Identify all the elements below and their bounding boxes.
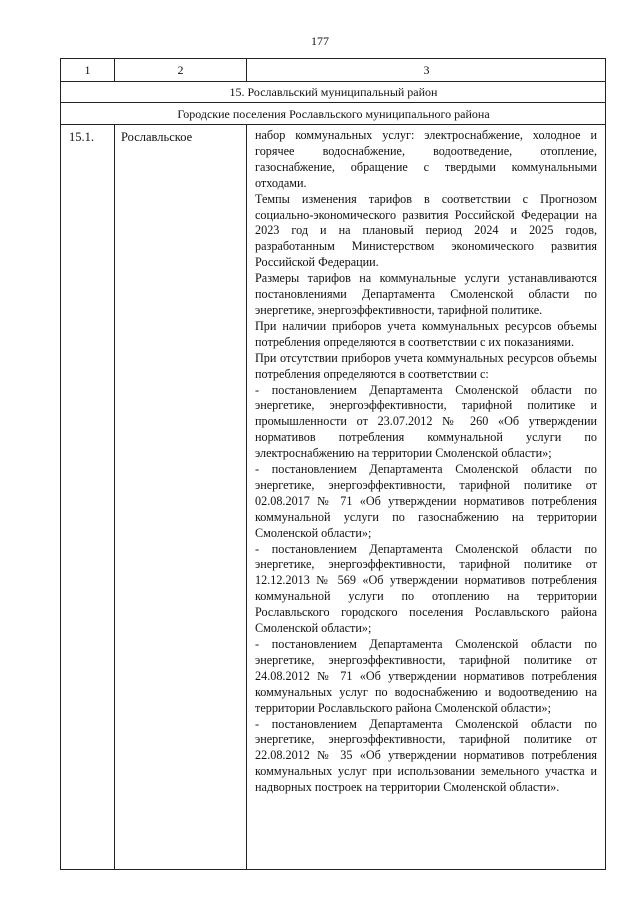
paragraph-tariff-growth: Темпы изменения тарифов в соответствии с Прогнозом социально-экономического развития Российской Федерации на 2023 год и на плановый период 2024 и 2025 годов, разработанным Министерством экономического развития Российской Федерации.: [255, 191, 597, 270]
regulation-water: - постановлением Департамента Смоленской области по энергетике, энергоэффективности, тарифной политике от 24.08.2012 № 71 «Об утверждении нормативов потребления коммунальных услуг по водоснабжению и водоотведению на территории Рославльского района Смоленской области»;: [255, 637, 597, 715]
regulation-land-plot: - постановлением Департамента Смоленской области по энергетике, энергоэффективности, тарифной политике от 22.08.2012 № 35 «Об утверждении нормативов потребления коммунальных услуг при использовании земельного участка и надворных построек на территории Смоленской области».: [255, 716, 597, 795]
column-divider-2-body: [246, 124, 247, 870]
paragraph-tariff-sizes: Размеры тарифов на коммунальные услуги устанавливаются постановлениями Департамента Смоленской области по энергетике, энергоэффективности, тарифной политике.: [255, 271, 597, 317]
page-number: 177: [311, 34, 329, 48]
header-col-3: 3: [423, 63, 430, 77]
header-divider: [61, 81, 606, 82]
settlement-name: Рославльское: [121, 130, 193, 144]
regulation-heating: - постановлением Департамента Смоленской области по энергетике, энергоэффективности, тарифной политике от 12.12.2013 № 569 «Об утверждении нормативов потребления коммунальной услуги по отоплению на территории Рославльского городского поселения Рославльского района Смоленской области»;: [255, 541, 597, 636]
tariff-description: [255, 128, 597, 796]
row-number: 15.1.: [69, 130, 94, 144]
header-col-2: 2: [177, 63, 184, 77]
paragraph-with-meters: При наличии приборов учета коммунальных ресурсов объемы потребления определяются в соответствии с их показаниями.: [255, 318, 597, 349]
header-col-1: 1: [84, 63, 91, 77]
regulation-gas: - постановлением Департамента Смоленской области по энергетике, энергоэффективности, тарифной политике от 02.08.2017 № 71 «Об утверждении нормативов потребления коммунальной услуги по газоснабжению на территории Смоленской области»;: [255, 462, 597, 540]
column-divider-1-body: [114, 124, 115, 870]
subgroup-title: Городские поселения Рославльского муниципального района: [177, 107, 490, 121]
paragraph-services: набор коммунальных услуг: электроснабжение, холодное и горячее водоснабжение, водоотведение, отопление, газоснабжение, обращение с твердыми коммунальными отходами.: [255, 128, 597, 190]
district-title: 15. Рославльский муниципальный район: [229, 85, 438, 99]
subgroup-row-divider: [61, 124, 606, 125]
regulation-electricity: - постановлением Департамента Смоленской области по энергетике, энергоэффективности, тарифной политике и промышленности от 23.07.2012 № 260 «Об утверждении нормативов потребления коммунальной услуги по электроснабжению на территории Смоленской области»;: [255, 382, 597, 461]
tariff-table: [60, 58, 606, 870]
paragraph-without-meters: При отсутствии приборов учета коммунальных ресурсов объемы потребления определяются в соответствии с:: [255, 350, 597, 381]
district-row-divider: [61, 102, 606, 103]
